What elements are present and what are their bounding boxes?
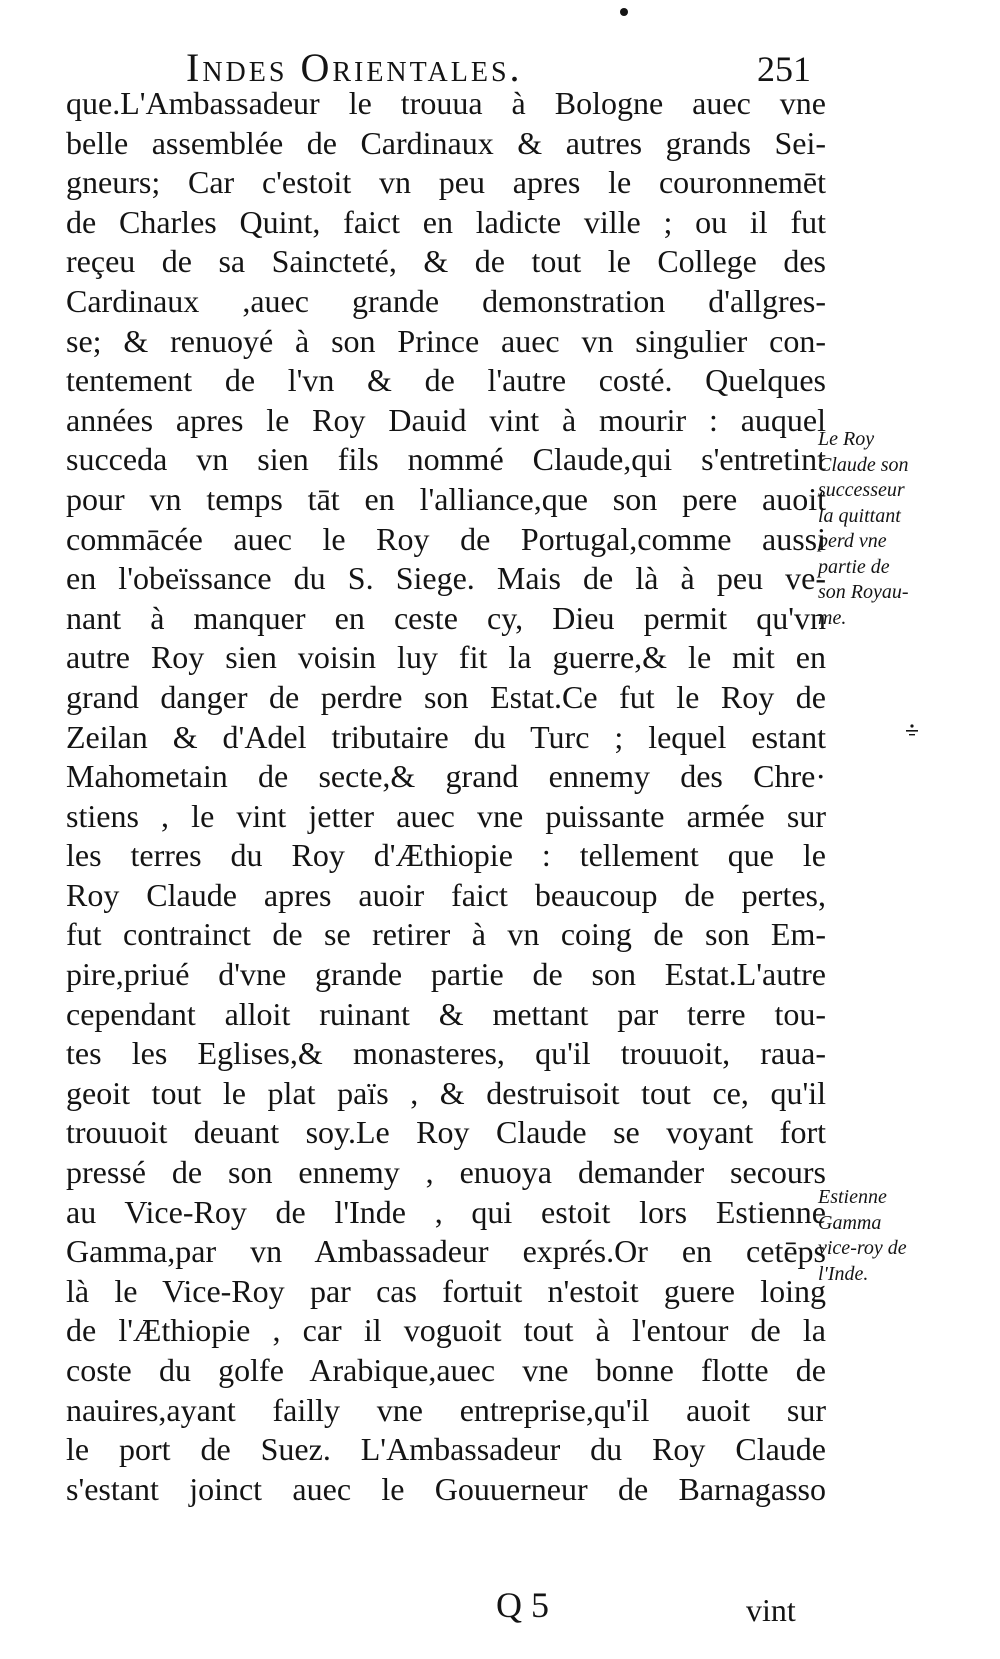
text-line: pire,priué d'vne grande partie de son Estat.L'autre [66,956,826,993]
text-line: de Charles Quint, faict en ladicte ville ; ou il fut [66,203,826,240]
text-line: fut contrainct de se retirer à vn coing de son Em- [66,916,826,953]
text-line: stiens , le vint jetter auec vne puissante armée sur [66,797,826,834]
running-title: Indes Orientales. [186,45,523,90]
margin-note-line: Le Roy [818,428,875,450]
margin-note-line: Claude son [818,453,909,476]
text-line: autre Roy sien voisin luy fit la guerre,& le mit en [66,639,826,676]
text-line: au Vice-Roy de l'Inde , qui estoit lors Estienne [66,1193,826,1230]
text-line: Gamma,par vn Ambassadeur exprés.Or en cetēps [66,1233,826,1270]
text-line: années apres le Roy Dauid vint à mourir : auquel [66,401,826,438]
text-line: que.L'Ambassadeur le trouua à Bologne auec vne [66,85,826,121]
text-line: coste du golfe Arabique,auec vne bonne flotte de [66,1352,826,1388]
text-line: tentement de l'vn & de l'autre costé. Quelques [66,362,826,399]
text-line: Mahometain de secte,& grand ennemy des Chre· [66,758,826,795]
margin-note-line: son Royau- [818,581,909,603]
text-line: Roy Claude apres auoir faict beaucoup de pertes, [66,876,826,913]
margin-note-line: partie de [818,555,890,578]
page-number: 251 [757,49,811,89]
margin-note-line: successeur [818,479,905,501]
margin-note-line: Gamma [818,1211,882,1234]
text-line: pour vn temps tāt en l'alliance,que son pere auoit [66,480,826,517]
text-line: là le Vice-Roy par cas fortuit n'estoit guere loing [66,1272,826,1309]
text-line: le port de Suez. L'Ambassadeur du Roy Claude [66,1431,826,1468]
text-line: tes les Eglises,& monasteres, qu'il trouuoit, raua- [66,1035,826,1072]
text-line: cependant alloit ruinant & mettant par terre tou- [66,995,826,1032]
text-line: commācée auec le Roy de Portugal,comme aussi [66,520,826,557]
text-line: belle assemblée de Cardinaux & autres grands Sei- [66,124,826,161]
text-line: grand danger de perdre son Estat.Ce fut le Roy de [66,678,826,715]
margin-note-line: l'Inde. [818,1262,869,1285]
text-line: reçeu de sa Saincteté, & de tout le College des [66,243,826,280]
text-line: les terres du Roy d'Æthiopie : tellement que le [66,837,826,874]
margin-note-line: perd vne [818,530,887,552]
text-line: nant à manquer en ceste cy, Dieu permit qu'vn [66,599,826,636]
margin-note-gamma [818,1185,907,1287]
catchword: vint [746,1592,796,1628]
margin-note-line: me. [818,606,847,629]
text-line: en l'obeïssance du S. Siege. Mais de là à peu ve- [66,560,826,597]
text-line: geoit tout le plat païs , & destruisoit tout ce, qu'il [66,1074,826,1111]
margin-note-claude [818,427,909,631]
ornament-icon [905,723,919,737]
text-line: succeda vn sien fils nommé Claude,qui s'entretint [66,441,826,478]
main-text-block [66,84,826,1509]
text-line: Cardinaux ,auec grande demonstration d'allgres- [66,282,826,319]
text-line: de l'Æthiopie , car il voguoit tout à l'entour de la [66,1312,826,1349]
margin-note-line: Estienne [818,1186,887,1208]
text-line: pressé de son ennemy , enuoya demander secours [66,1154,826,1191]
signature-mark: Q 5 [496,1585,549,1625]
text-line: gneurs; Car c'estoit vn peu apres le couronnemēt [66,164,826,201]
text-line: trouuoit deuant soy.Le Roy Claude se voyant fort [66,1114,826,1151]
text-line: s'estant joinct auec le Gouuerneur de Barnagasso [66,1470,826,1507]
text-line: se; & renuoyé à son Prince auec vn singulier con- [66,322,826,359]
text-line: nauires,ayant failly vne entreprise,qu'il auoit sur [66,1391,826,1428]
text-line: Zeilan & d'Adel tributaire du Turc ; lequel estant [66,718,826,755]
ink-dot [620,8,628,16]
margin-note-line: vice-roy de [818,1237,907,1259]
margin-note-line: la quittant [818,504,901,527]
